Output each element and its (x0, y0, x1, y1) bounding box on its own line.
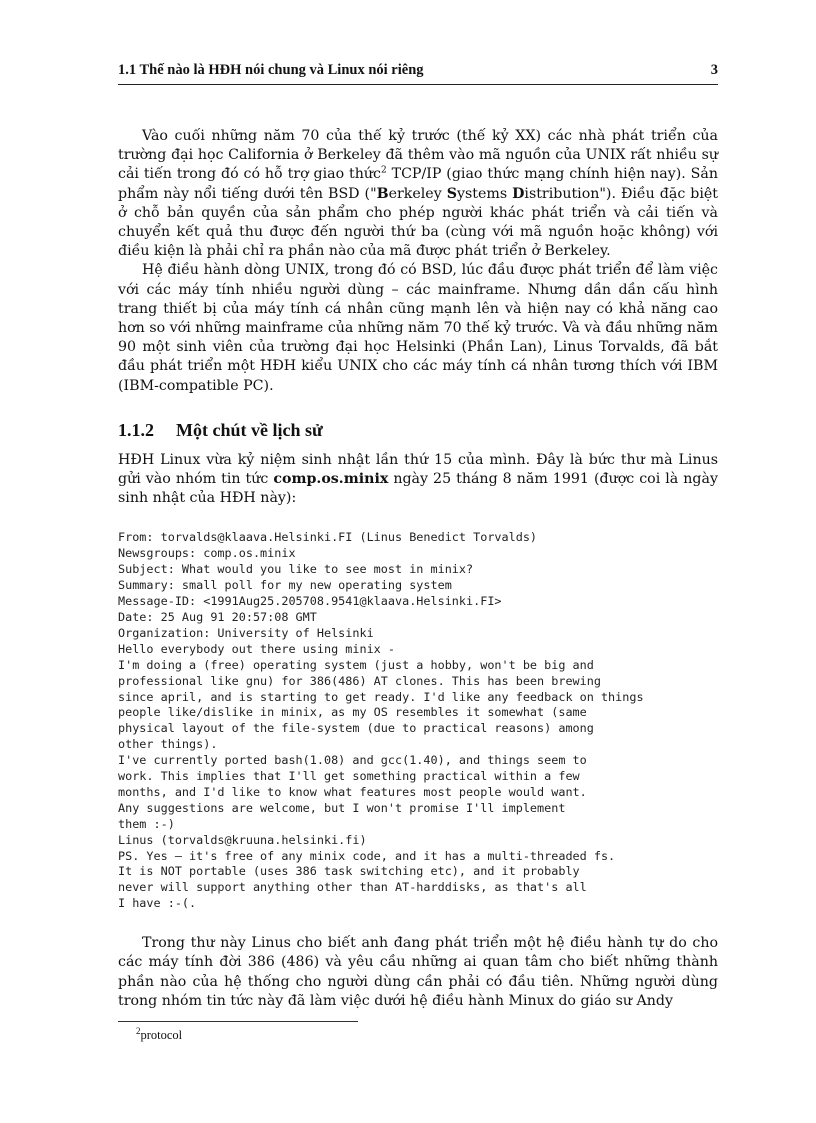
page (118, 62, 718, 1043)
paragraph-unix: Hệ điều hành dòng UNIX, trong đó có BSD, lúc đầu được phát triển để làm việc với các máy tính nhiều người dùng – các mainframe. Nhưng dần dần cấu hình trang thiết bị của máy tính cá nhân cũng mạnh lên và hiện nay có khả năng cao hơn so với những mainframe của những năm 70 thế kỷ trước. Và và đầu những năm 90 một sinh viên của trường đại học Helsinki (Phần Lan), Linus Torvalds, đã bắt đầu phát triển một HĐH kiểu UNIX cho các máy tính cá nhân tương thích với IBM (IBM-compatible PC). (118, 262, 718, 394)
section-title: Một chút về lịch sử (176, 419, 323, 440)
header-title: 1.1 Thế nào là HĐH nói chung và Linux nói riêng (118, 62, 424, 78)
bold-letter: D (512, 185, 525, 202)
section-heading (118, 420, 718, 441)
email-listing: From: torvalds@klaava.Helsinki.FI (Linus Benedict Torvalds) Newsgroups: comp.os.minix Subject: What would you like to see most in minix? Summary: small poll for my new operating system Message-ID: <1991Aug25.205708.9541@klaava.Helsinki.FI> Date: 25 Aug 91 20:57:08 GMT Organization: University of Helsinki Hello everybody out there using minix - I'm doing a (free) operating system (just a hobby, won't be big and professional like gnu) for 386(486) AT clones. This has been brewing since april, and is starting to get ready. I'd like any feedback on things people like/dislike in minix, as my OS resembles it somewhat (same physical layout of the file-system (due to practical reasons) among other things). I've currently ported bash(1.08) and gcc(1.40), and things seem to work. This implies that I'll get something practical within a few months, and I'd like to know what features most people would want. Any suggestions are welcome, but I won't promise I'll implement them :-) Linus (torvalds@kruuna.helsinki.fi) PS. Yes — it's free of any minix code, and it has a multi-threaded fs. It is NOT portable (uses 386 task switching etc), and it probably never will support anything other than AT-harddisks, as that's all I have :-(. (118, 530, 644, 911)
text-run: erkeley (388, 185, 447, 202)
text-run: ystems (456, 185, 513, 202)
paragraph-bsd (118, 127, 718, 261)
bold-letter: S (446, 185, 457, 202)
footnote-mark: 2 (136, 1025, 141, 1036)
text-run: TCP/IP (giao thức mạng chính hiện nay). Sản phẩm này nổi tiếng dưới tên BSD (" (118, 166, 718, 202)
footnote-text: protocol (140, 1028, 183, 1043)
text-run: HĐH Linux vừa kỷ niệm sinh nhật lần thứ 15 của mình. Đây là bức thư mà Linus gửi vào nhóm tin tức (118, 451, 718, 488)
bold-letter: B (376, 185, 389, 202)
text-run: istribution"). Điều đặc biệt ở chỗ bản quyền của sản phẩm cho phép người khác phát triển và cải tiến và chuyển kết quả thu được đến người thứ ba (cùng với mã nguồn hoặc không) với điều kiện là phải chỉ ra phần nào của mã được phát triển ở Berkeley. (118, 185, 718, 260)
section-number: 1.1.2 (118, 419, 154, 440)
paragraph-after-email: Trong thư này Linus cho biết anh đang phát triển một hệ điều hành tự do cho các máy tính đời 386 (486) và yêu cầu những ai quan tâm cho biết những thành phần nào của hệ thống cho người dùng cần phải có đầu tiên. Những người dùng trong nhóm tin tức này đã làm việc dưới hệ điều hành Minux do giáo sư Andy (118, 935, 718, 1009)
running-header (118, 62, 718, 85)
paragraph-intro (118, 451, 718, 509)
footnote-marker[interactable]: 2 (380, 165, 387, 176)
text-run: Vào cuối những năm 70 của thế kỷ trước (thế kỷ XX) các nhà phát triển của trường đại học California ở Berkeley đã thêm vào mã nguồn của UNIX rất nhiều sự cải tiến trong đó có hỗ trợ giao thức (118, 128, 718, 183)
page-number: 3 (710, 62, 718, 78)
text-run: ngày 25 tháng 8 năm 1991 (được coi là ngày sinh nhật của HĐH này): (118, 471, 718, 507)
footnote-rule (118, 1021, 358, 1022)
footnote (118, 1025, 718, 1043)
newsgroup-name: comp.os.minix (273, 471, 389, 488)
